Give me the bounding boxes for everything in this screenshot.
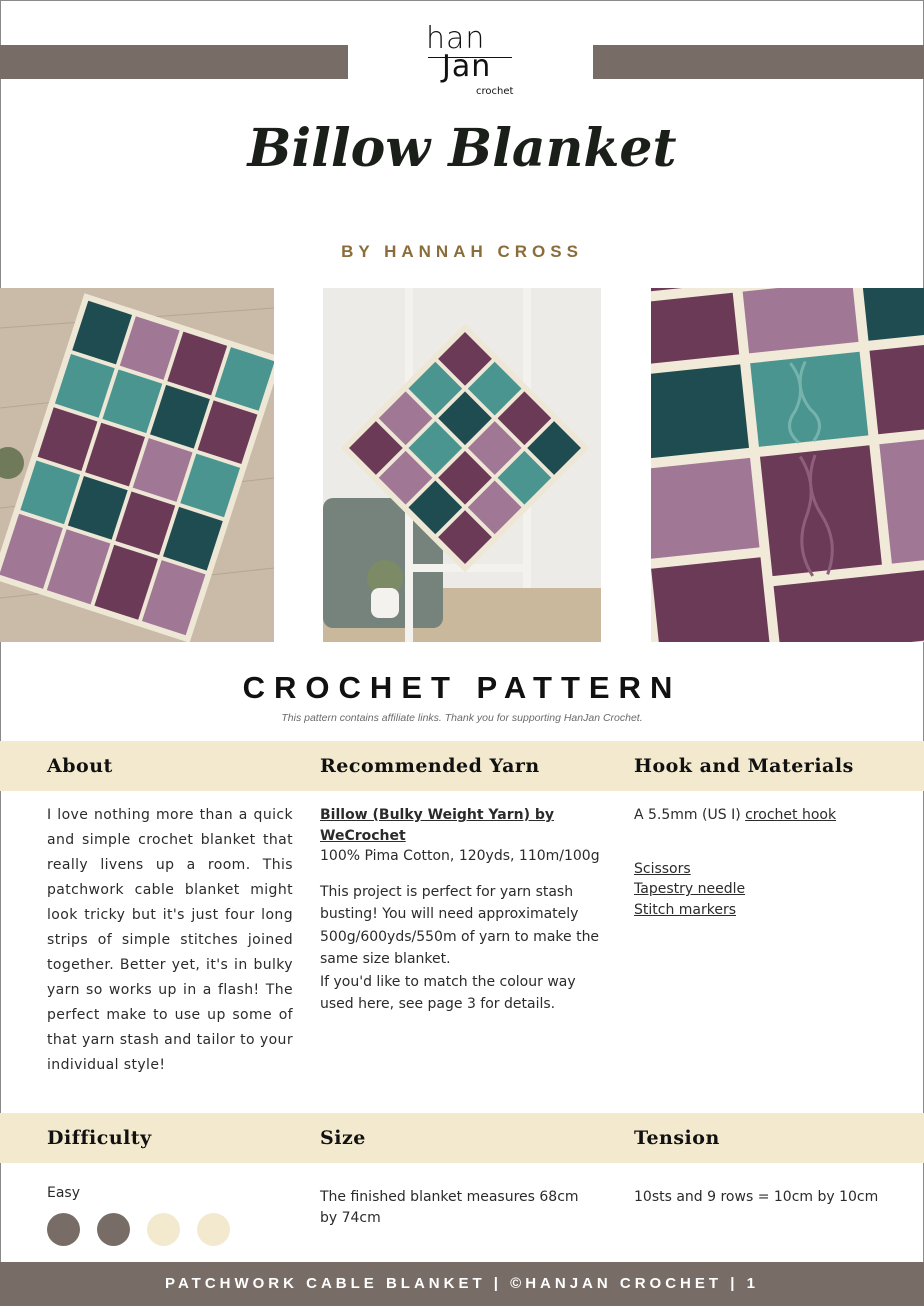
blanket-flatlay-photo: [0, 288, 274, 642]
hook-line: [634, 805, 904, 826]
info-band-bottom: [0, 1113, 924, 1163]
blanket-closeup-photo: [651, 288, 924, 642]
stitch-markers-link[interactable]: Stitch markers: [634, 901, 737, 918]
yarn-paragraph-2: If you'd like to match the colour way used here, see page 3 for details.: [320, 973, 576, 1012]
logo-line-2: Jan: [442, 49, 492, 84]
page-footer: PATCHWORK CABLE BLANKET | ©HANJAN CROCHET | 1: [0, 1262, 924, 1306]
size-text: The finished blanket measures 68cm by 74cm: [320, 1189, 579, 1226]
materials-heading: Hook and Materials: [634, 755, 854, 777]
yarn-link[interactable]: Billow (Bulky Weight Yarn) by WeCrochet: [320, 807, 555, 844]
header-bar-left: [0, 45, 348, 79]
scissors-link[interactable]: Scissors: [634, 860, 691, 877]
yarn-section: [320, 805, 600, 1016]
materials-section: [634, 805, 904, 920]
tension-heading: Tension: [634, 1127, 720, 1149]
difficulty-dot-empty: [147, 1213, 180, 1246]
author-byline: BY HANNAH CROSS: [341, 242, 583, 261]
logo-line-3: crochet: [476, 86, 514, 97]
about-heading: About: [47, 755, 113, 777]
hook-prefix: A 5.5mm (US I): [634, 807, 746, 823]
difficulty-dot-filled: [47, 1213, 80, 1246]
affiliate-note: This pattern contains affiliate links. Thank you for supporting HanJan Crochet.: [281, 712, 643, 724]
difficulty-level: Easy: [47, 1185, 81, 1201]
spacer: [320, 867, 600, 881]
tension-text: 10sts and 9 rows = 10cm by 10cm: [634, 1189, 879, 1205]
size-heading: Size: [320, 1127, 366, 1149]
yarn-composition: 100% Pima Cotton, 120yds, 110m/100g: [320, 848, 600, 864]
difficulty-dot-empty: [197, 1213, 230, 1246]
crochet-hook-link[interactable]: crochet hook: [745, 807, 837, 823]
logo-line-1: han: [426, 21, 486, 56]
info-band-top: [0, 741, 924, 791]
difficulty-rating: [47, 1213, 247, 1247]
tapestry-needle-link[interactable]: Tapestry needle: [634, 881, 746, 897]
yarn-heading: Recommended Yarn: [320, 755, 540, 777]
difficulty-dot-filled: [97, 1213, 130, 1246]
blanket-on-ladder-photo: [323, 288, 601, 642]
spacer: [634, 826, 904, 859]
crochet-pattern-heading: CROCHET PATTERN: [242, 670, 682, 705]
about-text: I love nothing more than a quick and simple crochet blanket that really livens up a room. This patchwork cable blanket might look tricky but it's just four long strips of simple stitches joined together. Better yet, it's in bulky yarn so works up in a flash! The perfect make to use up some of that yarn stash and tailor to your individual style!: [47, 807, 293, 1073]
page-title: Billow Blanket: [247, 118, 677, 179]
yarn-paragraph-1: This project is perfect for yarn stash busting! You will need approximately 500g/600yds/550m of yarn to make the same size blanket.: [320, 883, 600, 967]
hanjan-logo: [420, 22, 520, 102]
header-bar-right: [593, 45, 924, 79]
difficulty-heading: Difficulty: [47, 1127, 152, 1149]
